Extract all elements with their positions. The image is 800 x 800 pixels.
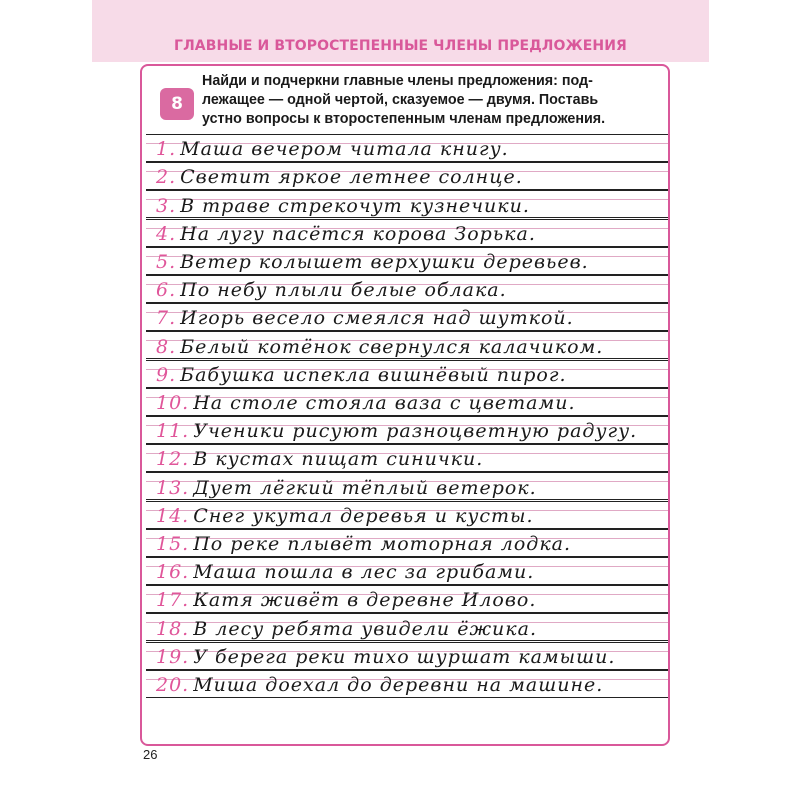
sentence-row: [146, 219, 668, 247]
sentence-text: На лугу пасётся корова Зорька.: [180, 222, 536, 245]
section-title: ГЛАВНЫЕ И ВТОРОСТЕПЕННЫЕ ЧЛЕНЫ ПРЕДЛОЖЕНИЯ: [174, 38, 627, 54]
ruling-line: [146, 275, 668, 276]
sentence-number: 18.: [156, 617, 190, 640]
ruling-line: [146, 642, 668, 643]
sentence-text: Светит яркое летнее солнце.: [180, 166, 523, 189]
sentence-number: 6.: [156, 279, 177, 302]
handwritten-sentence: [156, 448, 483, 470]
sentence-row: [146, 190, 668, 218]
handwritten-sentence: [156, 589, 536, 611]
sentence-row: [146, 529, 668, 557]
sentence-number: 4.: [156, 222, 177, 245]
sentence-text: Маша пошла в лес за грибами.: [193, 561, 535, 584]
sentence-text: Ученики рисуют разноцветную радугу.: [193, 420, 638, 443]
sentence-row: [146, 388, 668, 416]
sentence-text: Катя живёт в деревне Илово.: [193, 589, 537, 612]
sentence-number: 7.: [156, 307, 177, 330]
ruling-line: [146, 247, 668, 248]
handwritten-sentence: [156, 279, 507, 301]
sentence-number: 1.: [156, 138, 177, 161]
sentence-text: Белый котёнок свернулся калачиком.: [180, 335, 604, 358]
sentence-text: На столе стояла ваза с цветами.: [193, 391, 576, 414]
handwritten-sentence: [156, 561, 534, 583]
ruling-line: [146, 134, 668, 135]
sentence-number: 10.: [156, 391, 190, 414]
sentence-row: [146, 360, 668, 388]
sentence-number: 3.: [156, 194, 177, 217]
handwritten-sentence: [156, 646, 615, 668]
sentence-text: Бабушка испекла вишнёвый пирог.: [180, 363, 567, 386]
sentence-row: [146, 501, 668, 529]
sentence-row: [146, 416, 668, 444]
ruling-line: [146, 585, 668, 586]
sentence-text: По небу плыли белые облака.: [180, 279, 507, 302]
sentence-number: 13.: [156, 476, 190, 499]
ruling-line: [146, 360, 668, 361]
sentence-number: 2.: [156, 166, 177, 189]
ruling-line: [146, 331, 668, 332]
sentence-number: 20.: [156, 673, 190, 696]
sentence-number: 16.: [156, 561, 190, 584]
sentence-number: 5.: [156, 250, 177, 273]
sentence-row: [146, 472, 668, 500]
sentence-row: [146, 670, 668, 698]
handwritten-sentence: [156, 533, 571, 555]
ruling-line: [146, 472, 668, 473]
sentence-row: [146, 331, 668, 359]
handwritten-sentence: [156, 674, 603, 696]
sentence-text: Ветер колышет верхушки деревьев.: [180, 250, 589, 273]
sentence-text: В траве стрекочут кузнечики.: [180, 194, 530, 217]
sentence-row: [146, 162, 668, 190]
ruling-line: [146, 557, 668, 558]
sentence-text: У берега реки тихо шуршат камыши.: [193, 645, 616, 668]
sentence-row: [146, 275, 668, 303]
sentence-row: [146, 444, 668, 472]
task-line: лежащее — одной чертой, сказуемое — двумя. Поставь: [202, 92, 599, 108]
ruling-line: [146, 501, 668, 502]
sentence-number: 9.: [156, 363, 177, 386]
sentence-number: 12.: [156, 448, 190, 471]
handwritten-sentence: [156, 138, 509, 160]
sentence-row: [146, 247, 668, 275]
handwritten-sentence: [156, 477, 537, 499]
sentence-number: 11.: [156, 420, 190, 443]
sentence-row: [146, 303, 668, 331]
ruling-line: [146, 219, 668, 220]
sentence-number: 17.: [156, 589, 190, 612]
handwritten-sentence: [156, 251, 589, 273]
sentence-row: [146, 134, 668, 162]
sentence-number: 15.: [156, 532, 190, 555]
sentence-row: [146, 557, 668, 585]
handwritten-sentence: [156, 166, 523, 188]
task-number-badge: 8: [160, 88, 194, 120]
ruling-line: [146, 416, 668, 417]
page-number: 26: [143, 747, 158, 762]
sentence-text: В кустах пищат синички.: [193, 448, 484, 471]
ruling-line: [146, 670, 668, 671]
sentence-text: Снег укутал деревья и кусты.: [193, 504, 534, 527]
handwritten-sentence: [156, 336, 603, 358]
task-instructions: [202, 72, 660, 129]
sentence-text: Дует лёгкий тёплый ветерок.: [193, 476, 537, 499]
sentence-text: По реке плывёт моторная лодка.: [193, 532, 572, 555]
handwritten-sentence: [156, 420, 637, 442]
sentence-number: 14.: [156, 504, 190, 527]
handwritten-sentence: [156, 307, 574, 329]
handwritten-sentence: [156, 392, 576, 414]
task-line: устно вопросы к второстепенным членам предложения.: [202, 111, 606, 127]
ruling-line: [146, 388, 668, 389]
sentence-number: 8.: [156, 335, 177, 358]
sentence-number: 19.: [156, 645, 190, 668]
sentence-row: [146, 613, 668, 641]
ruling-line: [146, 613, 668, 614]
ruling-line: [146, 162, 668, 163]
sentence-text: Игорь весело смеялся над шуткой.: [180, 307, 574, 330]
handwritten-sentence: [156, 195, 530, 217]
ruling-line: [146, 190, 668, 191]
handwritten-sentence: [156, 223, 536, 245]
ruling-line: [146, 529, 668, 530]
sentence-text: Миша доехал до деревни на машине.: [193, 673, 604, 696]
ruling-line: [146, 444, 668, 445]
sentence-text: В лесу ребята увидели ёжика.: [193, 617, 538, 640]
ruling-line: [146, 697, 668, 698]
handwritten-sentence: [156, 505, 534, 527]
handwritten-sentence: [156, 618, 537, 640]
handwriting-lines: [146, 134, 668, 734]
sentence-text: Маша вечером читала книгу.: [180, 138, 509, 161]
ruling-line: [146, 303, 668, 304]
handwritten-sentence: [156, 364, 567, 386]
task-line: Найди и подчеркни главные члены предложения: под-: [202, 73, 593, 89]
sentence-row: [146, 642, 668, 670]
sentence-row: [146, 585, 668, 613]
